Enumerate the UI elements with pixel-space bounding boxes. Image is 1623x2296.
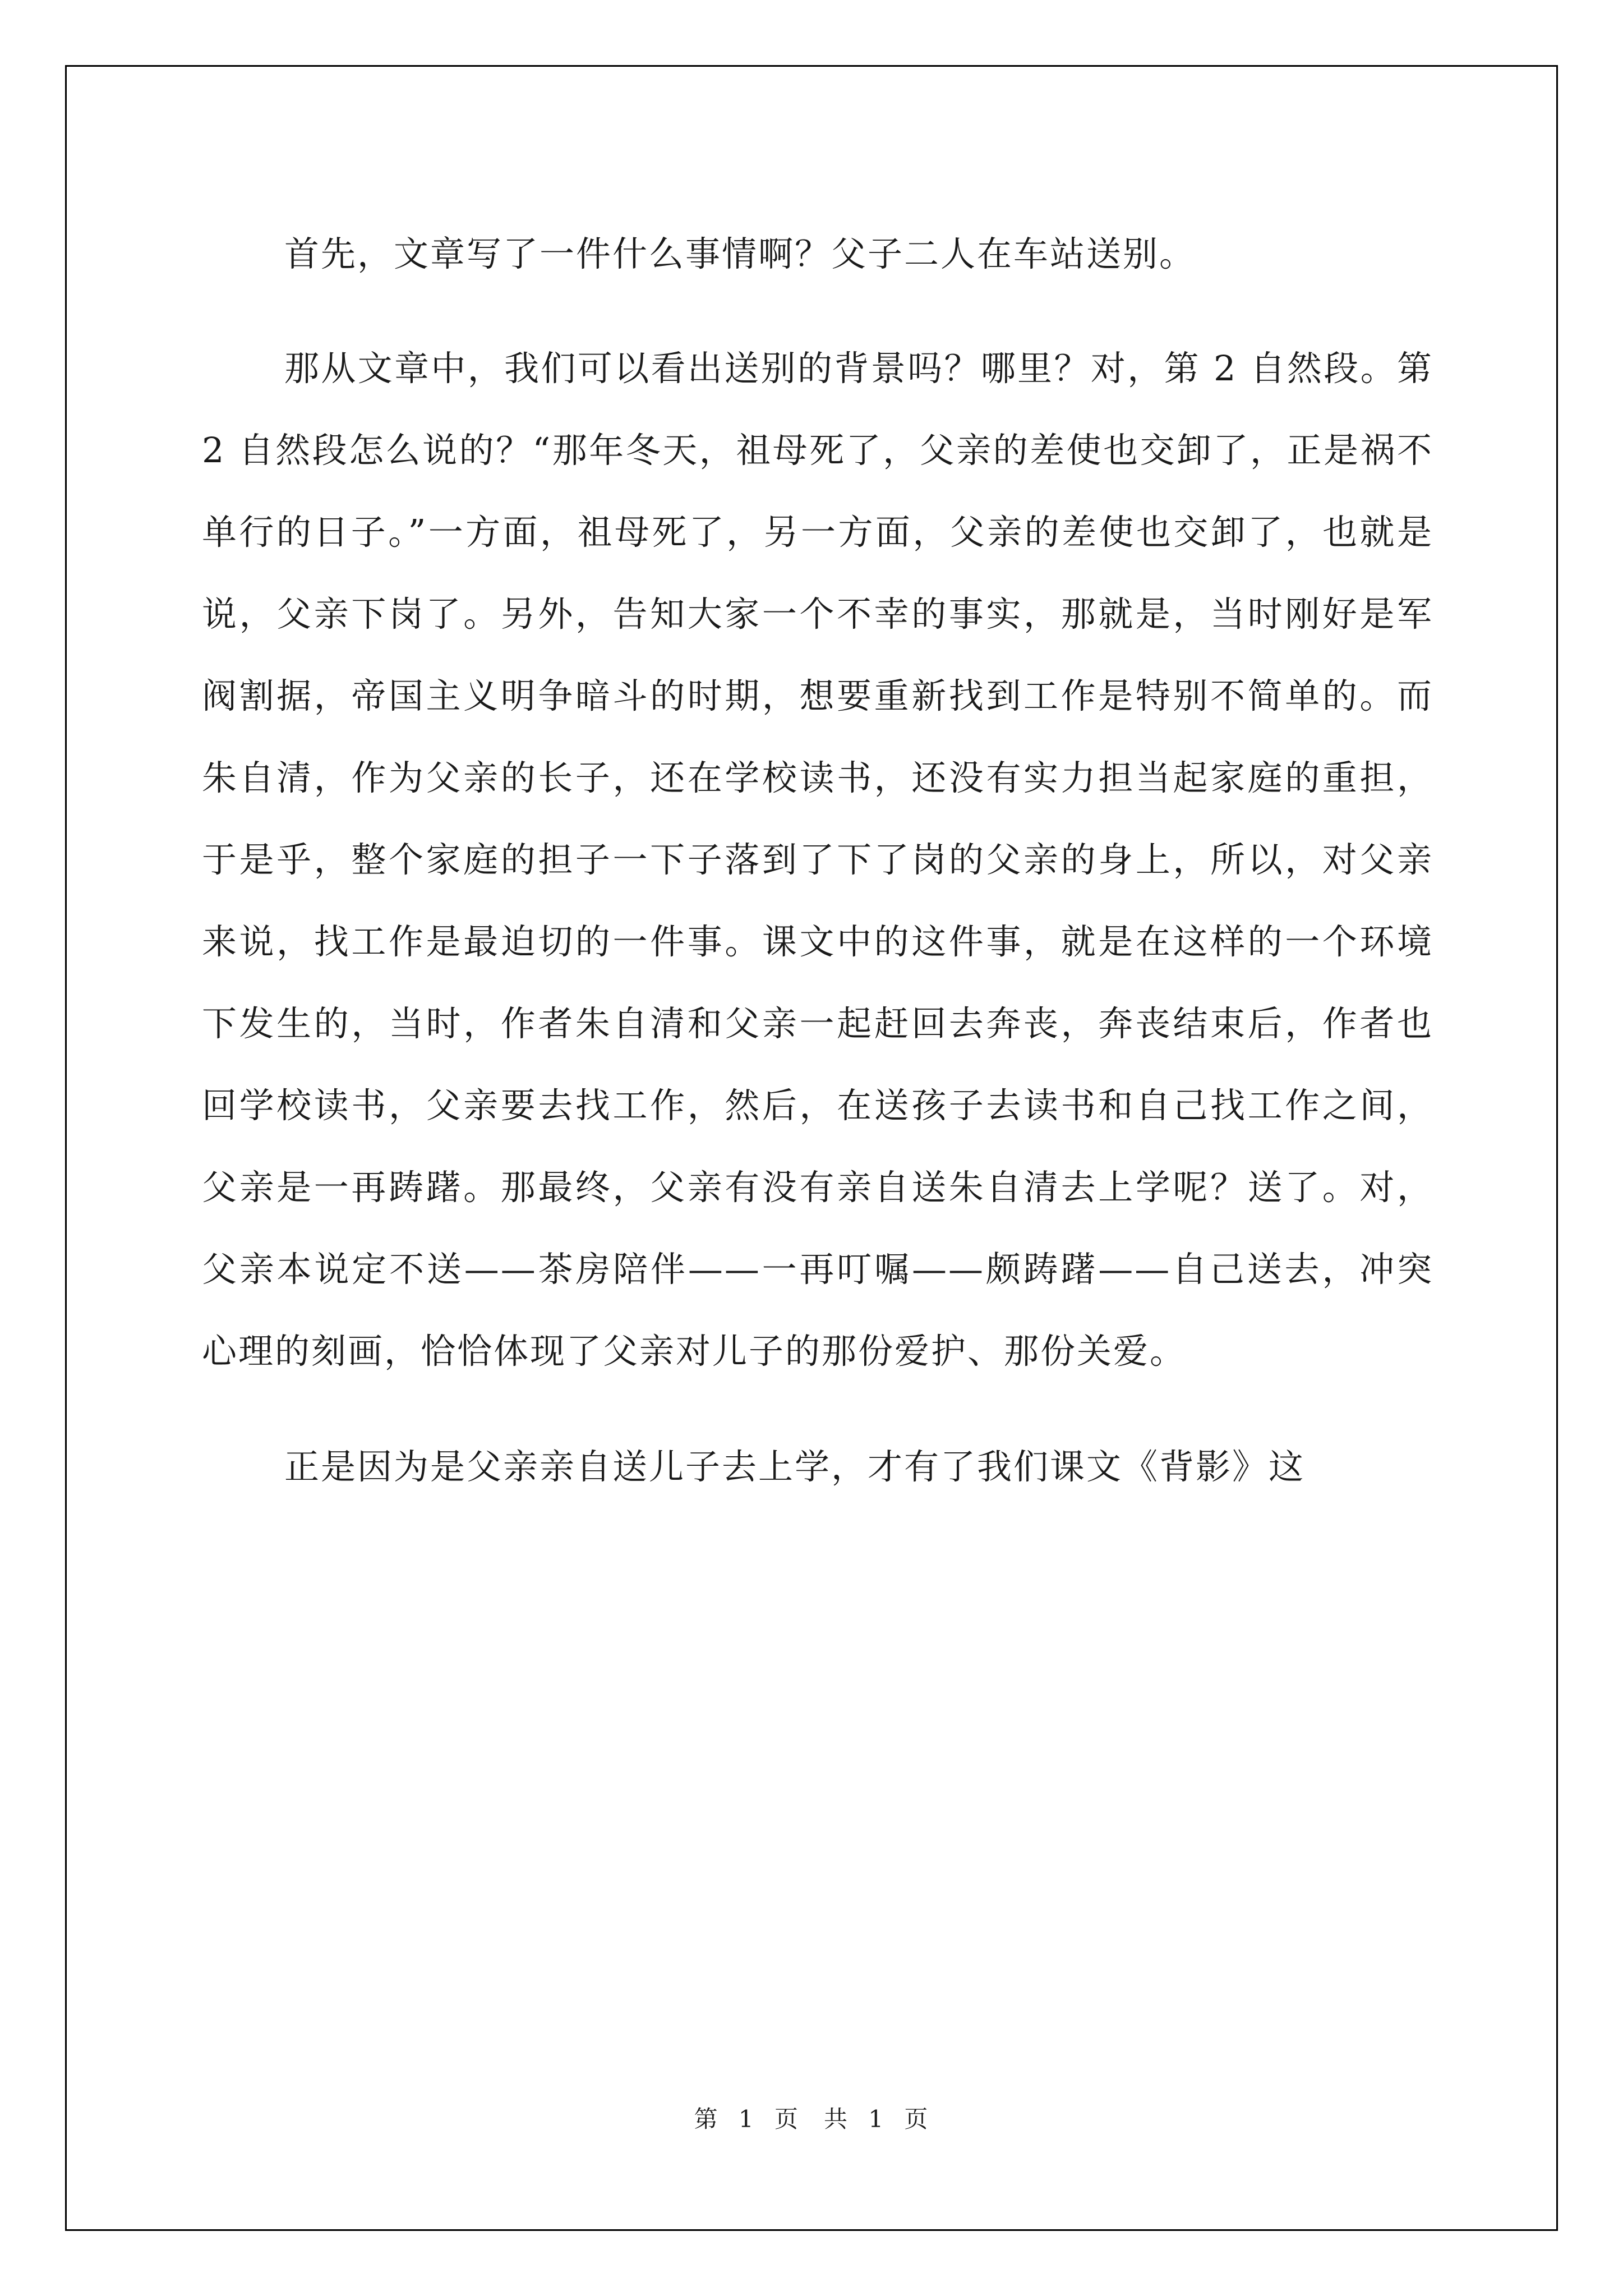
paragraph: 那从文章中，我们可以看出送别的背景吗？哪里？对，第 2 自然段。第 2 自然段怎么说的？“那年冬天，祖母死了，父亲的差使也交卸了，正是祸不单行的日子。”一方面，祖母死了，另一方面，父亲的差使也交卸了，也就是说，父亲下岗了。另外，告知大家一个不幸的事实，那就是，当时刚好是军阀割据，帝国主义明争暗斗的时期，想要重新找到工作是特别不简单的。而朱自清，作为父亲的长子，还在学校读书，还没有实力担当起家庭的重担，于是乎，整个家庭的担子一下子落到了下了岗的父亲的身上，所以，对父亲来说，找工作是最迫切的一件事。课文中的这件事，就是在这样的一个环境下发生的，当时，作者朱自清和父亲一起赶回去奔丧，奔丧结束后，作者也回学校读书，父亲要去找工作，然后，在送孩子去读书和自己找工作之间，父亲是一再踌躇。那最终，父亲有没有亲自送朱自清去上学呢？送了。对，父亲本说定不送——茶房陪伴——一再叮嘱——颇踌躇——自己送去，冲突心理的刻画，恰恰体现了父亲对儿子的那份爱护、那份关爱。	[202, 348, 1433, 1372]
paragraph: 正是因为是父亲亲自送儿子去上学，才有了我们课文《背影》这	[284, 1446, 1306, 1487]
document-body	[202, 213, 1433, 1542]
paragraph: 首先，文章写了一件什么事情啊？父子二人在车站送别。	[284, 233, 1196, 274]
page-footer: 第 1 页 共 1 页	[694, 2105, 929, 2133]
